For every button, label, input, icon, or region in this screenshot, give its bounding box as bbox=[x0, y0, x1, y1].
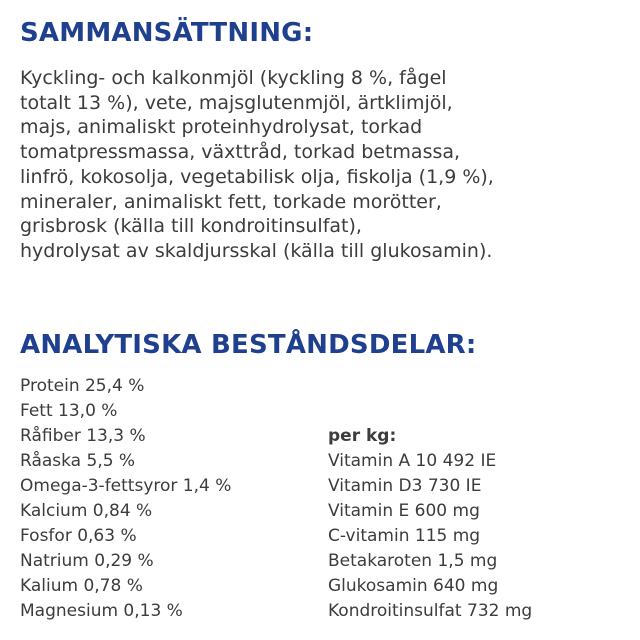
composition-text bbox=[20, 66, 620, 264]
additive-item: Vitamin A 10 492 IE bbox=[328, 451, 497, 471]
composition-line: majs, animaliskt proteinhydrolysat, torkad bbox=[20, 116, 423, 139]
composition-line: totalt 13 %), vete, majsglutenmjöl, ärtklimjöl, bbox=[20, 91, 453, 114]
analytical-constituents-list bbox=[20, 374, 320, 624]
constituent-item: Protein 25,4 % bbox=[20, 376, 145, 396]
additive-item: Glukosamin 640 mg bbox=[328, 576, 499, 596]
constituent-item: Natrium 0,29 % bbox=[20, 551, 154, 571]
composition-line: grisbrosk (källa till kondroitinsulfat), bbox=[20, 215, 362, 238]
constituent-item: Råaska 5,5 % bbox=[20, 451, 136, 471]
constituent-item: Fosfor 0,63 % bbox=[20, 526, 137, 546]
constituent-item: Magnesium 0,13 % bbox=[20, 601, 183, 621]
composition-line: mineraler, animaliskt fett, torkade morötter, bbox=[20, 190, 442, 213]
additive-item: Betakaroten 1,5 mg bbox=[328, 551, 498, 571]
additives-per-kg-list bbox=[328, 374, 628, 624]
composition-line: Kyckling- och kalkonmjöl (kyckling 8 %, fågel bbox=[20, 67, 447, 89]
constituent-item: Omega-3-fettsyror 1,4 % bbox=[20, 476, 232, 496]
column-spacer bbox=[328, 374, 628, 424]
constituent-item: Råfiber 13,3 % bbox=[20, 426, 146, 446]
constituent-item: Kalcium 0,84 % bbox=[20, 501, 153, 521]
per-kg-label: per kg: bbox=[328, 426, 397, 446]
additive-item: C-vitamin 115 mg bbox=[328, 526, 481, 546]
composition-line: linfrö, kokosolja, vegetabilisk olja, fiskolja (1,9 %), bbox=[20, 165, 494, 188]
constituent-item: Kalium 0,78 % bbox=[20, 576, 143, 596]
analytical-heading: ANALYTISKA BESTÅNDSDELAR: bbox=[20, 330, 477, 360]
additive-item: Vitamin D3 730 IE bbox=[328, 476, 482, 496]
composition-line: tomatpressmassa, växttråd, torkad betmassa, bbox=[20, 141, 461, 164]
composition-line: hydrolysat av skaldjursskal (källa till glukosamin). bbox=[20, 239, 493, 262]
additive-item: Kondroitinsulfat 732 mg bbox=[328, 601, 533, 621]
composition-heading: SAMMANSÄTTNING: bbox=[20, 18, 314, 48]
constituent-item: Fett 13,0 % bbox=[20, 401, 118, 421]
additive-item: Vitamin E 600 mg bbox=[328, 501, 480, 521]
